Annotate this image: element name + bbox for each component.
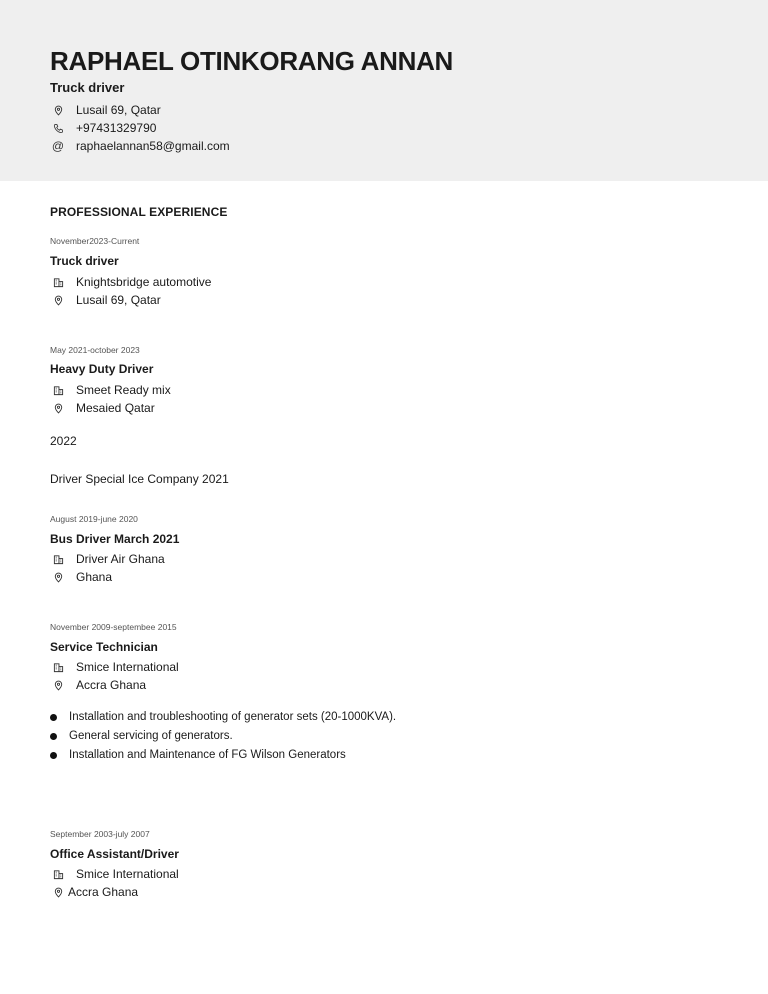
job-date: May 2021-october 2023 xyxy=(50,345,140,355)
job-location-text: Ghana xyxy=(76,570,113,584)
job-company-text: Smice International xyxy=(76,867,179,881)
bullet-icon xyxy=(50,733,57,740)
contact-location-text: Lusail 69, Qatar xyxy=(76,103,161,117)
job-location xyxy=(50,291,161,309)
job-company-text: Knightsbridge automotive xyxy=(76,275,212,289)
location-pin-icon xyxy=(50,884,66,900)
location-pin-icon xyxy=(50,677,66,693)
building-icon xyxy=(50,659,66,675)
contact-phone-text: +97431329790 xyxy=(76,121,157,135)
job-title: Office Assistant/Driver xyxy=(50,847,179,861)
job-title: Bus Driver March 2021 xyxy=(50,532,180,546)
phone-icon xyxy=(50,120,66,136)
bullet-text: Installation and Maintenance of FG Wilson Generators xyxy=(69,749,346,761)
building-icon xyxy=(50,551,66,567)
job-company-text: Smice International xyxy=(76,660,179,674)
job-company xyxy=(50,865,179,883)
contact-phone xyxy=(50,119,156,137)
contact-email-text[interactable]: raphaelannan58@gmail.com xyxy=(76,139,230,153)
job-title: Service Technician xyxy=(50,640,158,654)
job-location xyxy=(50,399,155,417)
list-item xyxy=(50,749,346,761)
candidate-role: Truck driver xyxy=(50,80,125,95)
section-title-experience: PROFESSIONAL EXPERIENCE xyxy=(50,205,228,219)
list-item xyxy=(50,711,396,723)
bullet-text: Installation and troubleshooting of generator sets (20-1000KVA). xyxy=(69,711,397,723)
bullet-icon xyxy=(50,752,57,759)
job-location xyxy=(50,883,138,901)
job-location-text: Accra Ghana xyxy=(76,678,147,692)
bullet-icon xyxy=(50,714,57,721)
location-pin-icon xyxy=(50,102,66,118)
location-pin-icon xyxy=(50,400,66,416)
resume-header xyxy=(0,0,768,181)
job-title: Truck driver xyxy=(50,254,119,268)
job-date: November2023-Current xyxy=(50,236,140,246)
location-pin-icon xyxy=(50,292,66,308)
location-pin-icon xyxy=(50,569,66,585)
job-company xyxy=(50,658,179,676)
job-company xyxy=(50,381,171,399)
extra-line: Driver Special Ice Company 2021 xyxy=(50,472,229,486)
job-company-text: Driver Air Ghana xyxy=(76,552,165,566)
contact-location xyxy=(50,101,161,119)
contact-email[interactable] xyxy=(50,137,230,155)
job-location xyxy=(50,676,146,694)
job-company xyxy=(50,550,165,568)
job-date: August 2019-june 2020 xyxy=(50,514,138,524)
job-location-text: Accra Ghana xyxy=(68,885,139,899)
job-company xyxy=(50,273,211,291)
list-item xyxy=(50,730,233,742)
job-title: Heavy Duty Driver xyxy=(50,362,154,376)
job-location xyxy=(50,568,112,586)
building-icon xyxy=(50,382,66,398)
at-sign-icon: @ xyxy=(51,139,65,153)
job-date: November 2009-septembee 2015 xyxy=(50,622,177,632)
job-location-text: Mesaied Qatar xyxy=(76,401,155,415)
building-icon xyxy=(50,866,66,882)
building-icon xyxy=(50,274,66,290)
extra-year: 2022 xyxy=(50,434,77,448)
job-date: September 2003-july 2007 xyxy=(50,829,150,839)
job-location-text: Lusail 69, Qatar xyxy=(76,293,161,307)
job-company-text: Smeet Ready mix xyxy=(76,383,171,397)
candidate-name: RAPHAEL OTINKORANG ANNAN xyxy=(50,46,454,76)
bullet-text: General servicing of generators. xyxy=(69,730,233,742)
